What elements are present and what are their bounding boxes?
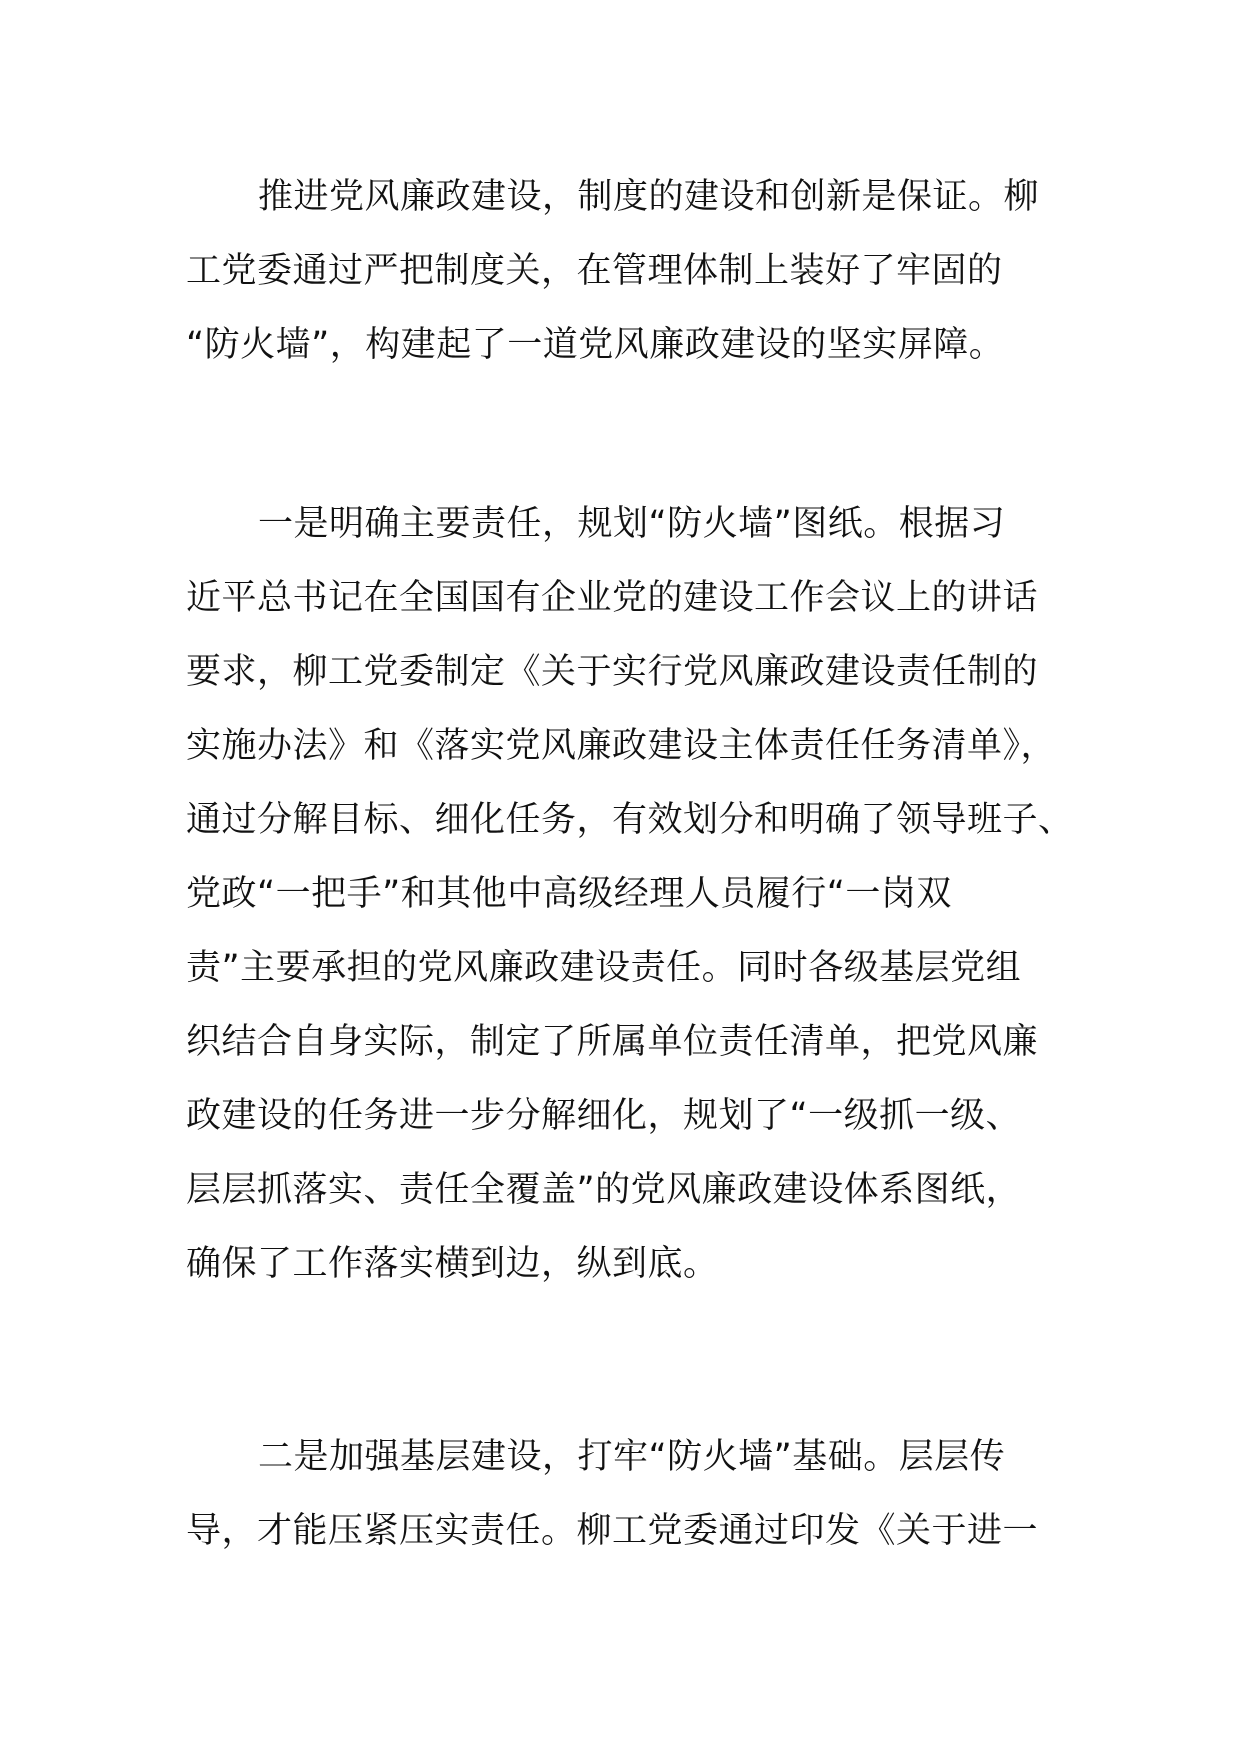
text-line: 确保了工作落实横到边，纵到底。 (186, 1244, 719, 1284)
text-line: 近平总书记在全国国有企业党的建设工作会议上的讲话 (186, 578, 1039, 618)
text-line: 要求，柳工党委制定《关于实行党风廉政建设责任制的 (186, 652, 1039, 692)
text-line: 层层抓落实、责任全覆盖”的党风廉政建设体系图纸， (186, 1170, 1022, 1210)
text-line: 推进党风廉政建设，制度的建设和创新是保证。柳 (258, 177, 1040, 217)
paragraph-1 (186, 160, 1066, 382)
text-line: 政建设的任务进一步分解细化，规划了“一级抓一级、 (186, 1096, 1022, 1136)
text-line: 二是加强基层建设，打牢“防火墙”基础。层层传 (258, 1437, 1006, 1477)
text-line: 实施办法》和《落实党风廉政建设主体责任任务清单》， (186, 726, 1057, 766)
text-line: “防火墙”，构建起了一道党风廉政建设的坚实屏障。 (186, 325, 1005, 365)
paragraph-3 (186, 1420, 1066, 1568)
text-line: 工党委通过严把制度关，在管理体制上装好了牢固的 (186, 251, 1003, 291)
paragraph-2 (186, 487, 1074, 1301)
text-line: 一是明确主要责任，规划“防火墙”图纸。根据习 (258, 504, 1006, 544)
text-line: 通过分解目标、细化任务，有效划分和明确了领导班子、 (186, 800, 1074, 840)
text-line: 责”主要承担的党风廉政建设责任。同时各级基层党组 (186, 948, 1022, 988)
text-line: 党政“一把手”和其他中高级经理人员履行“一岗双 (186, 874, 952, 914)
text-line: 导，才能压紧压实责任。柳工党委通过印发《关于进一 (186, 1511, 1039, 1551)
text-line: 织结合自身实际，制定了所属单位责任清单，把党风廉 (186, 1022, 1039, 1062)
